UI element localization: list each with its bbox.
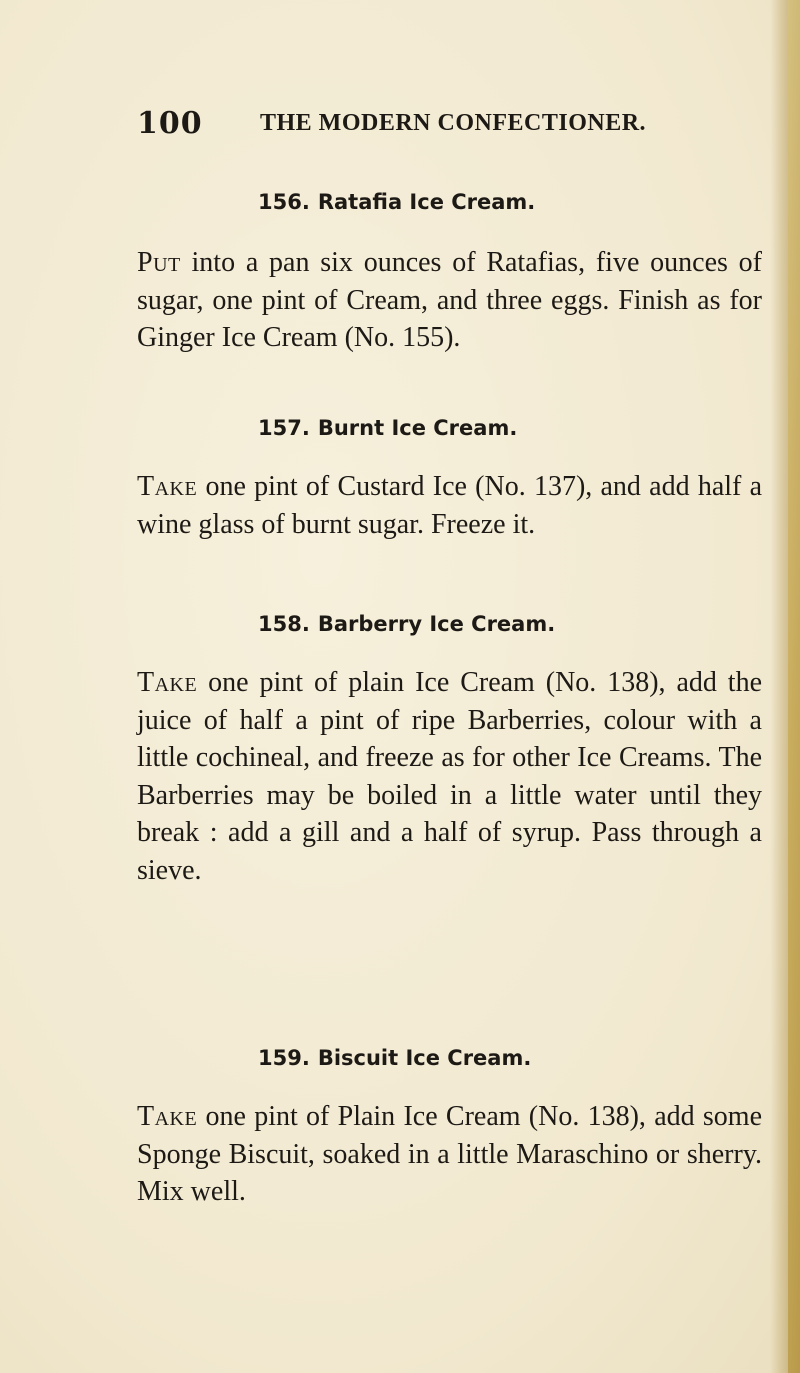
recipe-text: one pint of plain Ice Cream (No. 138), add the juice of half a pint of ripe Barberries, colour with a little cochineal, and freeze as for other Ice Creams. The Barberries may be boiled in a little water until they break : add a gill and a half of syrup. Pass through a sieve. — [137, 667, 762, 886]
recipe-text: one pint of Plain Ice Cream (No. 138), add some Sponge Biscuit, soaked in a little Maraschino or sherry. Mix well. — [137, 1101, 763, 1207]
recipe-heading — [258, 1046, 531, 1070]
recipe-title: Burnt Ice Cream. — [317, 416, 518, 440]
recipe-title: Ratafia Ice Cream. — [317, 190, 536, 214]
page-header — [137, 106, 647, 146]
recipe-heading — [258, 416, 517, 440]
page-edge-shading — [788, 0, 800, 1373]
recipe-lead-word: Take — [137, 1101, 198, 1132]
recipe-lead-word: Put — [137, 247, 181, 278]
recipe-number: 156. — [258, 190, 310, 214]
recipe-text: one pint of Custard Ice (No. 137), and add half a wine glass of burnt sugar. Freeze it. — [137, 471, 763, 540]
recipe-number: 159. — [258, 1046, 310, 1070]
recipe-heading — [258, 612, 555, 636]
recipe-body — [137, 244, 762, 357]
running-title: THE MODERN CONFECTIONER. — [260, 110, 647, 136]
recipe-text: into a pan six ounces of Ratafias, five ounces of sugar, one pint of Cream, and three eggs. Finish as for Ginger Ice Cream (No. 155). — [137, 247, 763, 353]
recipe-title: Barberry Ice Cream. — [317, 612, 556, 636]
recipe-number: 158. — [258, 612, 310, 636]
recipe-number: 157. — [258, 416, 310, 440]
recipe-lead-word: Take — [137, 667, 198, 698]
recipe-body — [137, 468, 762, 543]
recipe-lead-word: Take — [137, 471, 198, 502]
recipe-body — [137, 1098, 762, 1211]
recipe-heading — [258, 190, 535, 214]
recipe-body — [137, 664, 762, 889]
page-number: 100 — [137, 106, 203, 141]
recipe-title: Biscuit Ice Cream. — [317, 1046, 532, 1070]
